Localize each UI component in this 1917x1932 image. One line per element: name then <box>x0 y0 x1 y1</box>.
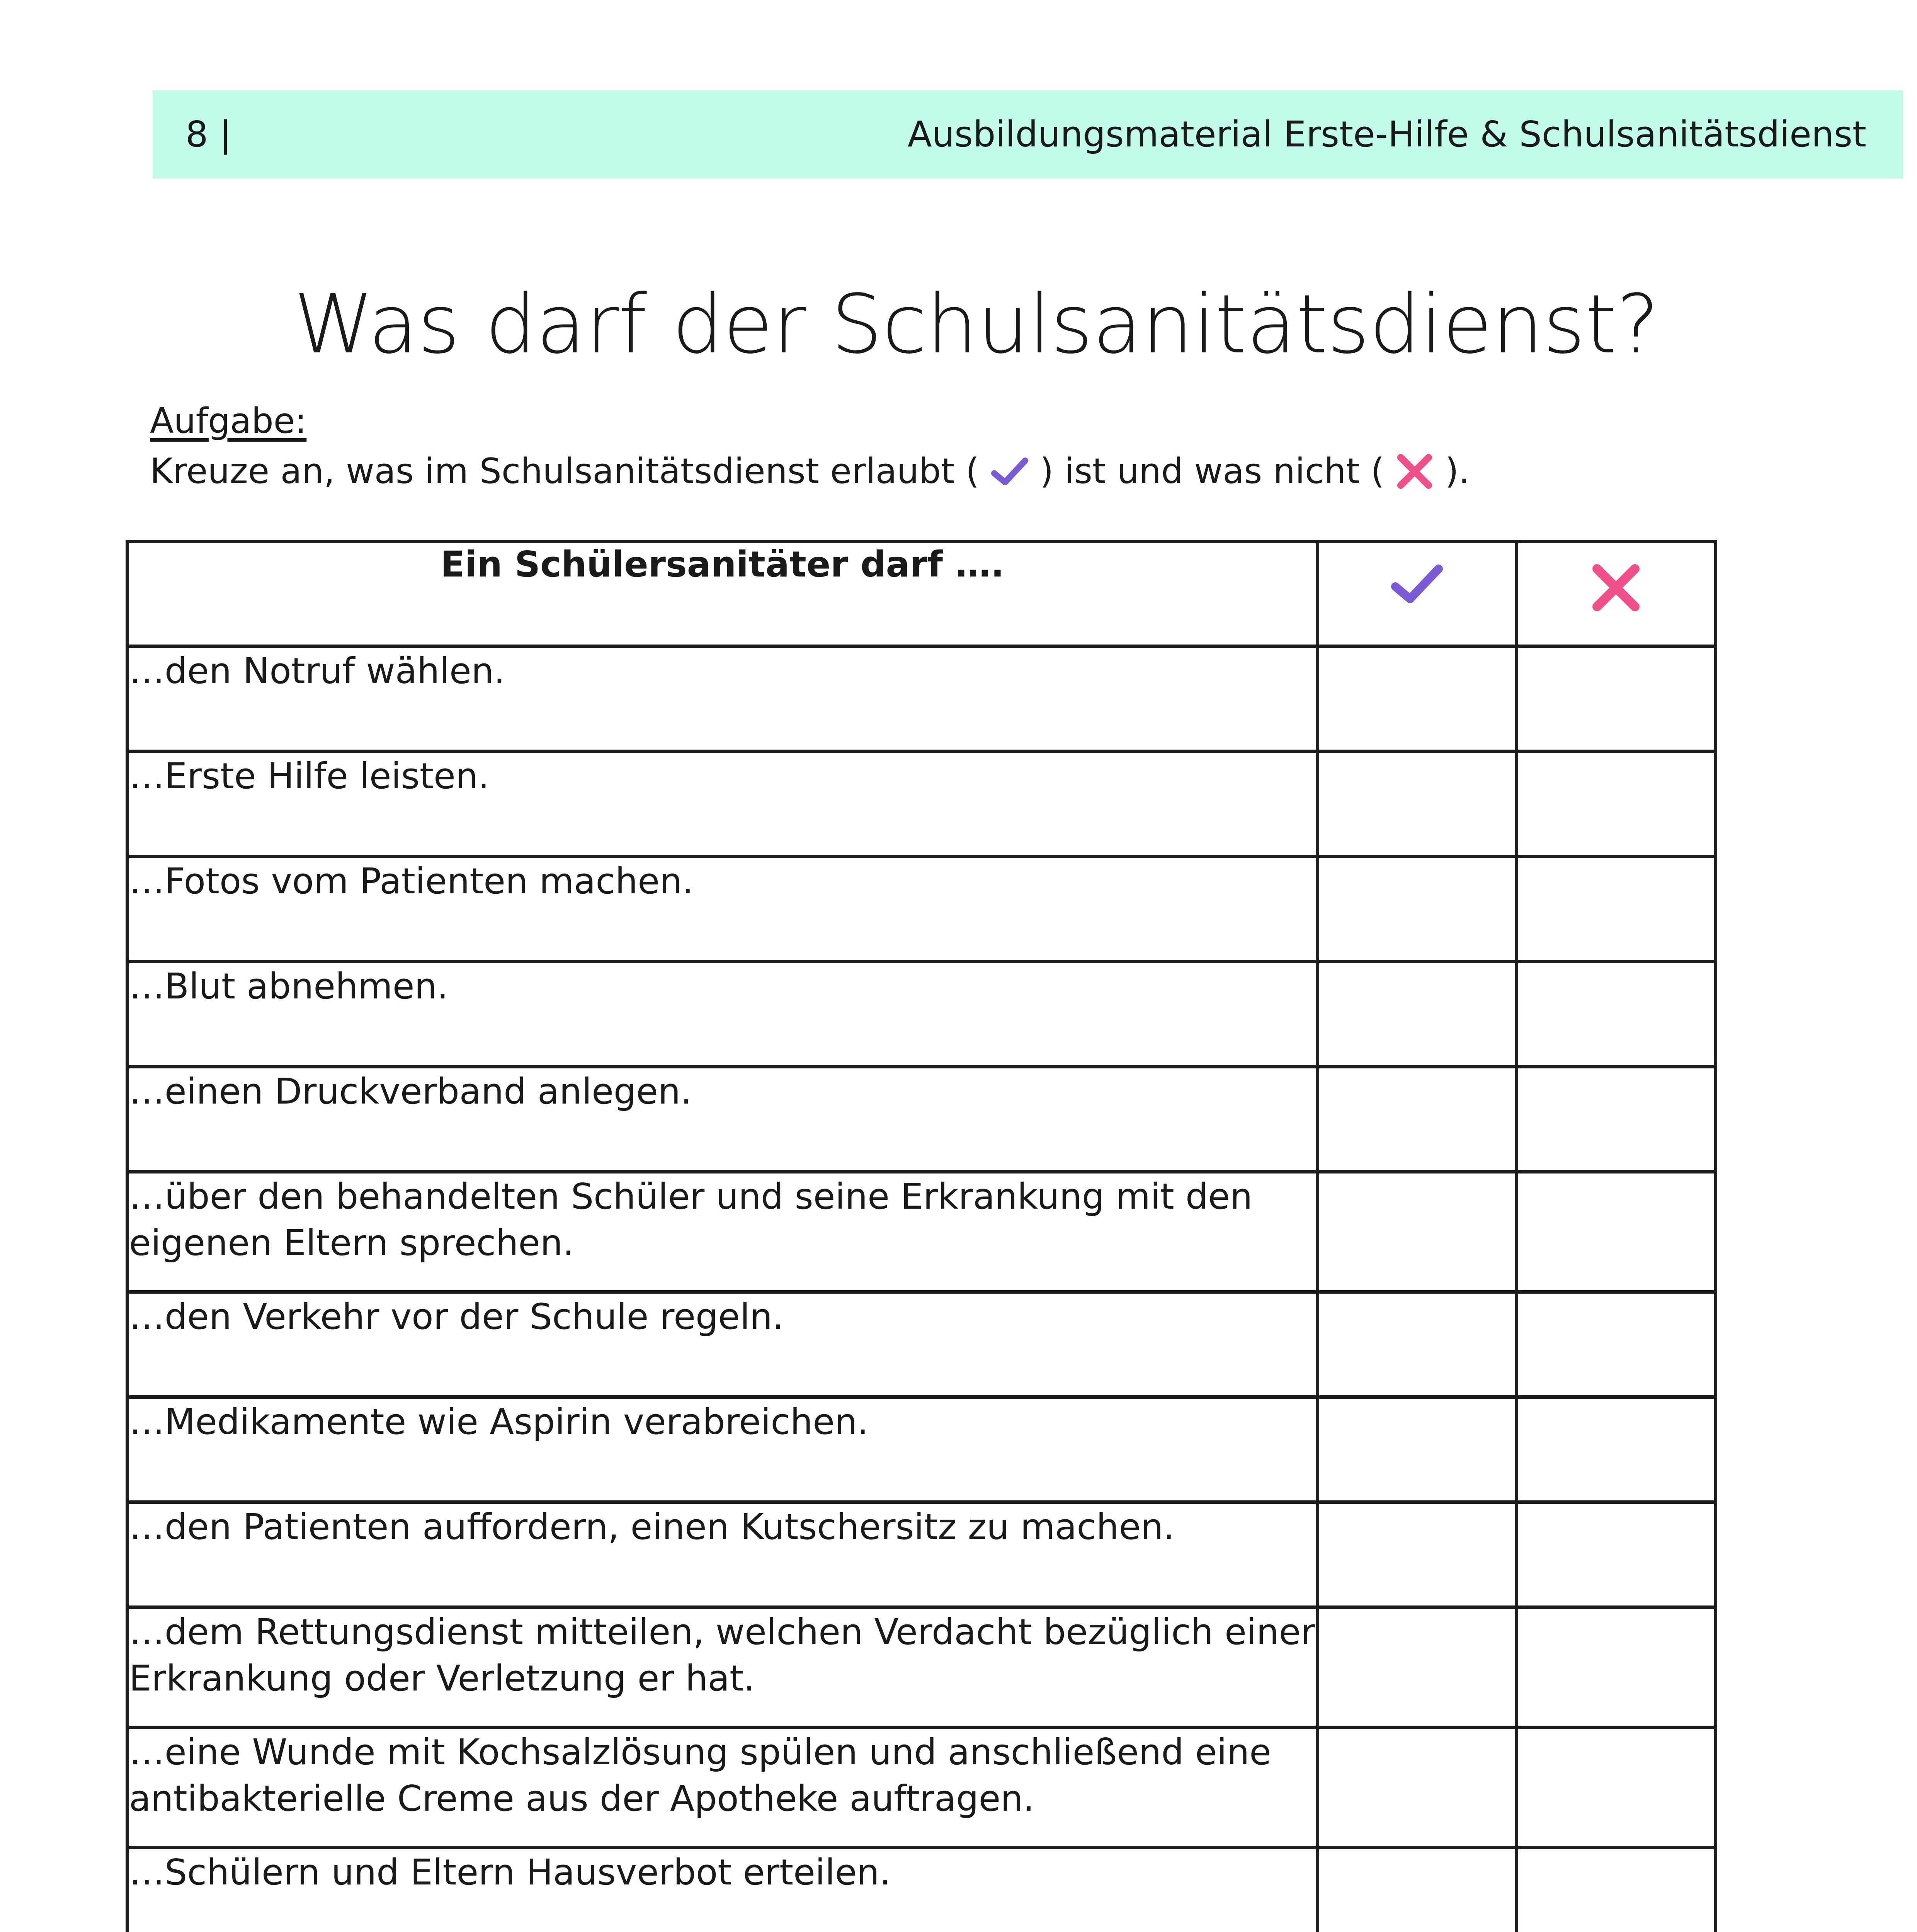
table-header-statement: Ein Schülersanitäter darf …. <box>128 542 1318 646</box>
table-row <box>128 1397 1716 1502</box>
table-row <box>128 646 1716 752</box>
statement-cell: …Fotos vom Patienten machen. <box>128 857 1318 962</box>
statement-cell: …Medikamente wie Aspirin verabreichen. <box>128 1397 1318 1502</box>
not-allowed-checkbox[interactable] <box>1517 1067 1716 1172</box>
statement-cell: …den Patienten auffordern, einen Kutschersitz zu machen. <box>128 1502 1318 1607</box>
header-page-number: 8 | <box>185 114 231 155</box>
task-instruction <box>150 442 1470 498</box>
not-allowed-checkbox[interactable] <box>1517 1607 1716 1728</box>
allowed-checkbox[interactable] <box>1318 962 1517 1067</box>
cross-icon <box>1395 452 1434 491</box>
statement-cell: …eine Wunde mit Kochsalzlösung spülen und anschließend eine antibakterielle Creme aus der Apotheke auftragen. <box>128 1728 1318 1848</box>
allowed-checkbox[interactable] <box>1318 752 1517 857</box>
check-icon <box>990 456 1029 487</box>
not-allowed-checkbox[interactable] <box>1517 962 1716 1067</box>
not-allowed-checkbox[interactable] <box>1517 1848 1716 1932</box>
statement-cell: …den Verkehr vor der Schule regeln. <box>128 1292 1318 1397</box>
not-allowed-checkbox[interactable] <box>1517 857 1716 962</box>
table-header-allowed <box>1318 542 1517 646</box>
allowed-checkbox[interactable] <box>1318 1172 1517 1292</box>
statement-cell: …Blut abnehmen. <box>128 962 1318 1067</box>
table-row <box>128 1848 1716 1932</box>
not-allowed-checkbox[interactable] <box>1517 1397 1716 1502</box>
task-text-part3: ). <box>1445 451 1470 492</box>
allowed-checkbox[interactable] <box>1318 857 1517 962</box>
not-allowed-checkbox[interactable] <box>1517 646 1716 752</box>
table-header-row <box>128 542 1716 646</box>
table-row <box>128 1172 1716 1292</box>
table-row <box>128 1728 1716 1848</box>
allowed-checkbox[interactable] <box>1318 1397 1517 1502</box>
not-allowed-checkbox[interactable] <box>1517 1502 1716 1607</box>
page-title: Was darf der Schulsanitätsdienst? <box>294 277 1659 372</box>
table-row <box>128 752 1716 857</box>
table-header-not-allowed <box>1517 542 1716 646</box>
allowed-checkbox[interactable] <box>1318 1067 1517 1172</box>
allowed-checkbox[interactable] <box>1318 1502 1517 1607</box>
table-row <box>128 1067 1716 1172</box>
statement-cell: …über den behandelten Schüler und seine Erkrankung mit den eigenen Eltern sprechen. <box>128 1172 1318 1292</box>
not-allowed-checkbox[interactable] <box>1517 752 1716 857</box>
not-allowed-checkbox[interactable] <box>1517 1728 1716 1848</box>
task-text-part1: Kreuze an, was im Schulsanitätsdienst erlaubt ( <box>150 451 980 492</box>
allowed-checkbox[interactable] <box>1318 1848 1517 1932</box>
allowed-checkbox[interactable] <box>1318 1292 1517 1397</box>
not-allowed-checkbox[interactable] <box>1517 1292 1716 1397</box>
header-title: Ausbildungsmaterial Erste-Hilfe & Schulsanitätsdienst <box>907 114 1866 155</box>
cross-icon <box>1591 563 1641 614</box>
table-row <box>128 1502 1716 1607</box>
statement-cell: …den Notruf wählen. <box>128 646 1318 752</box>
table-row <box>128 857 1716 962</box>
allowed-checkbox[interactable] <box>1318 1607 1517 1728</box>
allowed-checkbox[interactable] <box>1318 646 1517 752</box>
header-bar <box>153 90 1903 179</box>
table-row <box>128 1292 1716 1397</box>
allowed-checkbox[interactable] <box>1318 1728 1517 1848</box>
statement-cell: …dem Rettungsdienst mitteilen, welchen Verdacht bezüglich einer Erkrankung oder Verletzung er hat. <box>128 1607 1318 1728</box>
worksheet-table <box>126 540 1717 1932</box>
not-allowed-checkbox[interactable] <box>1517 1172 1716 1292</box>
table-row <box>128 962 1716 1067</box>
task-text-part2: ) ist und was nicht ( <box>1040 451 1385 492</box>
statement-cell: …einen Druckverband anlegen. <box>128 1067 1318 1172</box>
table-row <box>128 1607 1716 1728</box>
statement-cell: …Schülern und Eltern Hausverbot erteilen. <box>128 1848 1318 1932</box>
statement-cell: …Erste Hilfe leisten. <box>128 752 1318 857</box>
check-icon <box>1390 563 1444 607</box>
task-label: Aufgabe: <box>150 401 307 441</box>
